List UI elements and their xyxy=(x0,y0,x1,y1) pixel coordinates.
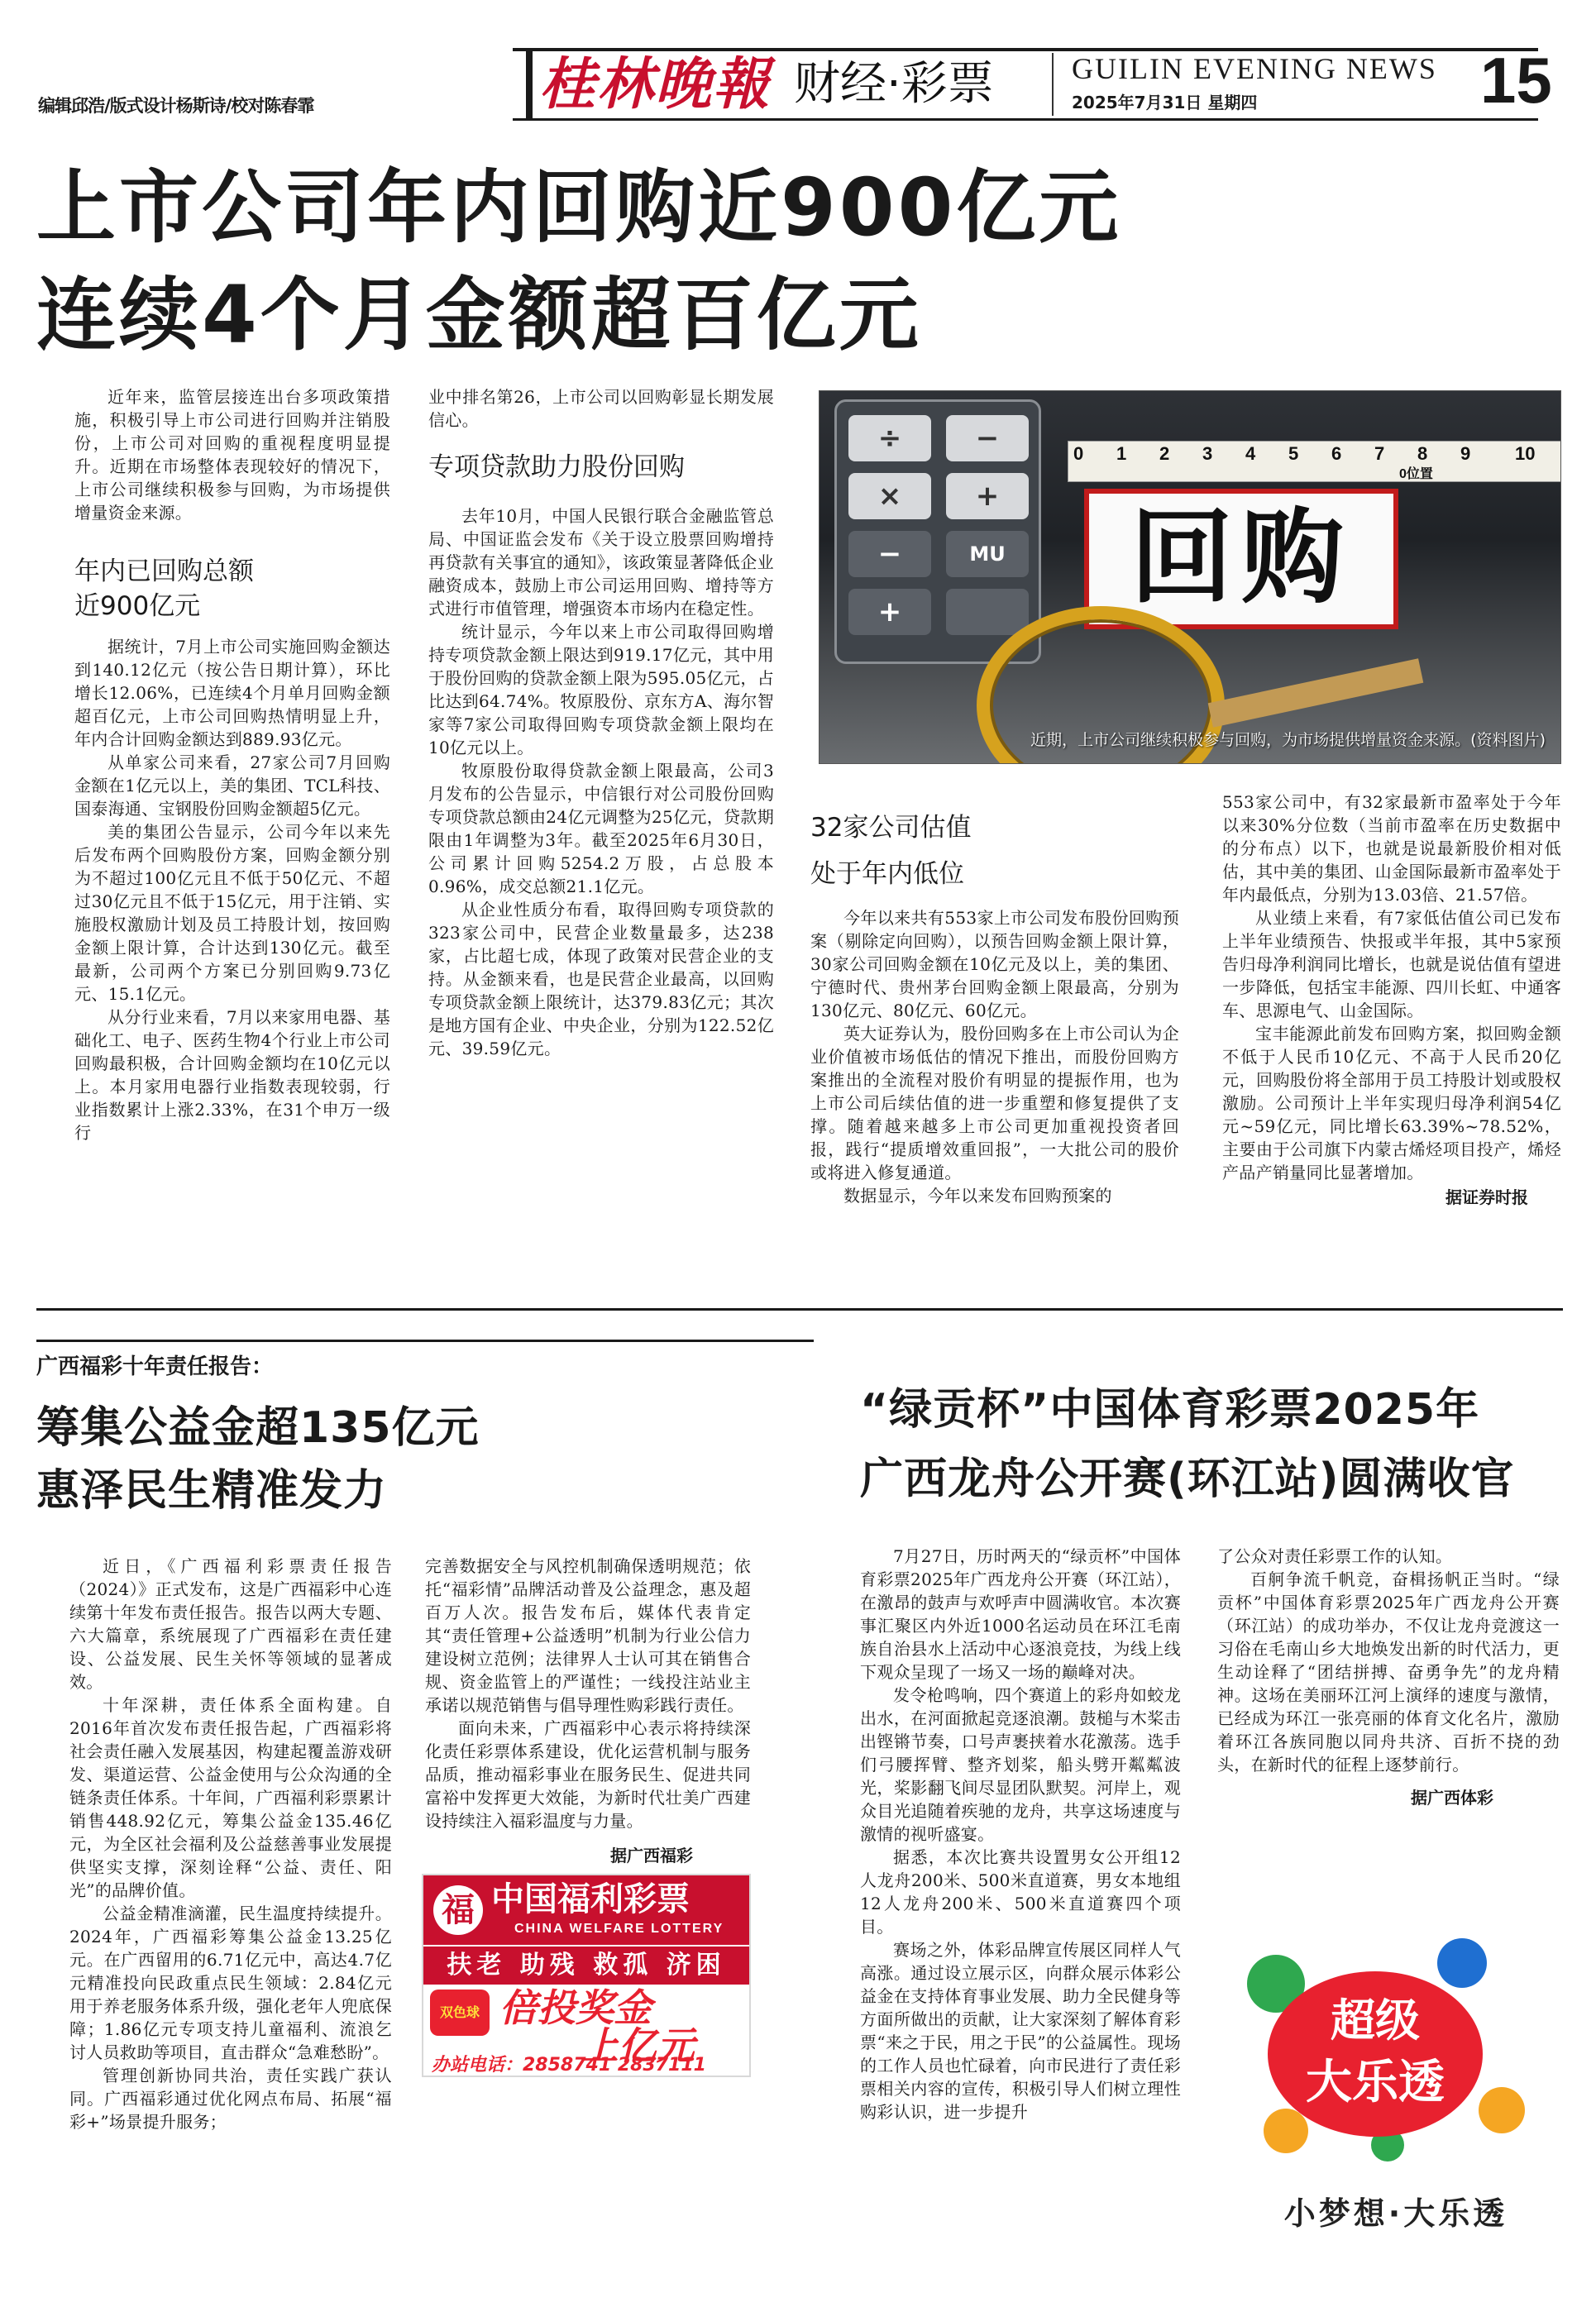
sport-column-1 xyxy=(860,1545,1181,2123)
welfare-source: 据广西福彩 xyxy=(610,1846,693,1865)
welfare-headline-2: 惠泽民生精准发力 xyxy=(36,1466,388,1516)
masthead-bar xyxy=(526,48,533,121)
ruler-tick: 7 xyxy=(1374,443,1385,464)
lead-col3-p1: 今年以来共有553家上市公司发布股份回购预案（剔除定向回购），以预告回购金额上限计算，30家公司回购金额在10亿元及以上，美的集团、宁德时代、贵州茅台回购金额上限最高，分别为130亿元、80亿元、60亿元。 xyxy=(810,908,1179,1020)
page-number: 15 xyxy=(1480,44,1552,117)
lotto-badge xyxy=(1268,1971,1483,2137)
welfare-col1-p4: 管理创新协同共治，责任实践广获认同。广西福彩通过优化网点布局、拓展“福彩+”场景提升服务； xyxy=(69,2066,392,2132)
lotto-line-1: 超级 xyxy=(1331,1994,1420,2047)
ad-bonus-1: 倍投奖金 xyxy=(499,1985,652,2030)
ruler-tick: 2 xyxy=(1159,443,1170,464)
ruler-tick: 5 xyxy=(1288,443,1299,464)
calc-key: × xyxy=(848,473,931,519)
sport-col1-p4: 赛场之外，体彩品牌宣传展区同样人气高涨。通过设立展示区，向群众展示体彩公益金在支持体育事业发展、助力全民健身等方面所做出的贡献，让大家深刻了解体育彩票“来之于民，用之于民”的公益属性。现场的工作人员也忙碌着，向市民进行了责任彩票相关内容的宣传，积极引导人们树立理性购彩认识，进一步提升 xyxy=(860,1940,1181,2122)
calc-key: − xyxy=(946,415,1029,461)
lead-intro: 近年来，监管层接连出台多项政策措施，积极引导上市公司进行回购并注销股份，上市公司对回购的重视程度明显提升。近期在市场整体表现较好的情况下，上市公司继续积极参与回购，为市场提供增量资金来源。 xyxy=(74,387,390,523)
lead-column-1 xyxy=(74,385,390,1144)
lead-column-3 xyxy=(810,810,1179,1207)
welfare-col1-p1: 近日，《广西福利彩票责任报告（2024）》正式发布，这是广西福彩中心连续第十年发布责任报告。报告以两大专题、六大篇章，系统展现了广西福彩在责任建设、公益发展、民生关怀等领域的显著成效。 xyxy=(69,1556,392,1692)
lotto-tagline: 小梦想·大乐透 xyxy=(1283,2195,1508,2232)
photo-caption: 近期，上市公司继续积极参与回购，为市场提供增量资金来源。(资料图片) xyxy=(1030,731,1546,749)
lead-headline-1: 上市公司年内回购近900亿元 xyxy=(36,161,1122,254)
ruler-tick: 10 xyxy=(1515,443,1536,464)
calc-key: MU xyxy=(946,531,1029,577)
ruler-tick: 8 xyxy=(1417,443,1428,464)
lead-col1-p4: 从分行业来看，7月以来家用电器、基础化工、电子、医药生物4个行业上市公司回购最积极，合计回购金额均在10亿元以上。本月家用电器行业指数表现较弱，行业指数累计上涨2.33%，在31个申万一级行 xyxy=(74,1007,390,1143)
buyback-photo xyxy=(819,390,1561,764)
lead-col2-p0: 业中排名第26，上市公司以回购彰显长期发展信心。 xyxy=(428,387,774,430)
calc-key xyxy=(946,589,1029,635)
deco-dot xyxy=(1264,2109,1308,2153)
lead-col3-p3: 数据显示，今年以来发布回购预案的 xyxy=(843,1186,1112,1206)
lead-col1-p3: 美的集团公告显示，公司今年以来先后发布两个回购股份方案，回购金额分别为不超过100亿元且不低于50亿元、不超过30亿元且不低于15亿元，用于注销、实施股权激励计划及员工持股计划，按回购金额上限计算，合计达到130亿元。截至最新，公司两个方案已分别回购9.73亿元、15.1亿元。 xyxy=(74,822,390,1004)
lotto-line-2: 大乐透 xyxy=(1306,2056,1445,2109)
lead-subhead-1b: 近900亿元 xyxy=(74,591,201,621)
lead-col2-p4: 从企业性质分布看，取得回购专项贷款的323家公司中，民营企业数量最多，达238家，占比超七成，体现了政策对民营企业的支持。从金额来看，也是民营企业最高，以回购专项贷款金额上限统计，达379.83亿元；其次是地方国有企业、中央企业，分别为122.52亿元、39.59亿元。 xyxy=(428,900,774,1058)
lead-col4-p2: 从业绩上来看，有7家低估值公司已发布上半年业绩预告、快报或半年报，其中5家预告归母净利润同比增长，也就是说估值有望进一步降低，包括宝丰能源、四川长虹、中通客车、思源电气、山金国际。 xyxy=(1222,908,1561,1020)
newspaper-logo: 桂林晚報 xyxy=(539,51,772,117)
ruler-tick: 0 xyxy=(1073,443,1084,464)
lead-col1-p2: 从单家公司来看，27家公司7月回购金额在1亿元以上，美的集团、TCL科技、国泰海通、宝钢股份回购金额超5亿元。 xyxy=(74,752,390,819)
lead-col4-p1: 553家公司中，有32家最新市盈率处于今年以来30%分位数（当前市盈率在历史数据中的分布点）以下，也就是说最新股价相对低估，其中美的集团、山金国际最新市盈率处于年内最低点，分别为13.03倍、21.57倍。 xyxy=(1222,792,1561,905)
section-divider xyxy=(36,1308,1563,1311)
issue-date: 2025年7月31日 星期四 xyxy=(1072,93,1258,112)
sport-source: 据广西体彩 xyxy=(1411,1788,1493,1808)
english-name: GUILIN EVENING NEWS xyxy=(1072,52,1437,85)
lead-subhead-3a: 32家公司估值 xyxy=(810,813,972,843)
magnifier-handle xyxy=(1208,658,1424,727)
sport-col2-p1: 了公众对责任彩票工作的认知。 xyxy=(1217,1546,1453,1566)
calc-key: − xyxy=(848,531,931,577)
sport-headline-1: “绿贡杯”中国体育彩票2025年 xyxy=(860,1385,1480,1435)
ad-brand-en: CHINA WELFARE LOTTERY xyxy=(514,1922,724,1936)
lead-column-4 xyxy=(1222,791,1561,1208)
ruler-image xyxy=(1068,441,1561,482)
sport-headline-2: 广西龙舟公开赛(环江站)圆满收官 xyxy=(860,1455,1515,1504)
lead-source: 据证券时报 xyxy=(1445,1187,1528,1207)
lead-col1-p1: 据统计，7月上市公司实施回购金额达到140.12亿元（按公告日期计算），环比增长12.06%，已连续4个月单月回购金额超百亿元，上市公司回购热情明显上升，年内合计回购金额达到889.93亿元。 xyxy=(74,637,390,749)
lead-col2-p1: 去年10月，中国人民银行联合金融监管总局、中国证监会发布《关于设立股票回购增持再贷款有关事宜的通知》，该政策显著降低企业融资成本，鼓励上市公司运用回购、增持等方式进行市值管理，增强资本市场内在稳定性。 xyxy=(428,506,774,619)
welfare-col1-p3: 公益金精准滴灌，民生温度持续提升。2024年，广西福彩筹集公益金13.25亿元。在广西留用的6.71亿元中，高达4.7亿元精准投向民政重点民生领域：2.84亿元用于养老服务体系升级，强化老年人兜底保障；1.86亿元专项支持儿童福利、流浪乞讨人员救助等项目，直击群众“急难愁盼”。 xyxy=(69,1904,392,2062)
ruler-tick: 1 xyxy=(1116,443,1127,464)
lead-col4-p3: 宝丰能源此前发布回购方案，拟回购金额不低于人民币10亿元、不高于人民币20亿元，回购股份将全部用于员工持股计划或股权激励。公司预计上半年实现归母净利润54亿元~59亿元，同比增长63.39%~78.52%，主要由于公司旗下内蒙古烯烃项目投产，烯烃产品产销量同比显著增加。 xyxy=(1222,1024,1561,1182)
sport-column-2 xyxy=(1217,1545,1560,1808)
sport-col1-p1: 7月27日，历时两天的“绿贡杯”中国体育彩票2025年广西龙舟公开赛（环江站），在激昂的鼓声与欢呼声中圆满收官。本次赛事汇聚区内外近1000名运动员在环江毛南族自治县水上活动中心逐浪竞技，为线上线下观众呈现了一场又一场的巅峰对决。 xyxy=(860,1546,1181,1682)
buyback-sign: 回购 xyxy=(1084,489,1398,629)
ruler-tick: 3 xyxy=(1202,443,1213,464)
welfare-kicker: 广西福彩十年责任报告： xyxy=(36,1354,274,1379)
ad-phone: 办站电话：2858741 2837111 xyxy=(432,2055,706,2076)
calc-key: + xyxy=(848,589,931,635)
welfare-rule xyxy=(36,1340,814,1342)
masthead-bottom-rule xyxy=(513,118,1538,121)
lead-col2-p3: 牧原股份取得贷款金额上限最高，公司3月发布的公告显示，中信银行对公司股份回购专项贷款总额由24亿元调整为25亿元，贷款期限由1年调整为3年。截至2025年6月30日，公司累计回购5254.2万股，占总股本0.96%，成交总额21.1亿元。 xyxy=(428,761,774,896)
welfare-column-2 xyxy=(425,1555,751,1866)
ad-badge: 双色球 xyxy=(430,1990,490,2036)
lead-column-2 xyxy=(428,385,774,1060)
ad-brand-cn: 中国福利彩票 xyxy=(491,1880,690,1918)
calc-key: + xyxy=(946,473,1029,519)
ruler-tick: 9 xyxy=(1460,443,1471,464)
sport-col1-p2: 发令枪鸣响，四个赛道上的彩舟如蛟龙出水，在河面掀起竞逐浪潮。鼓槌与木桨击出铿锵节奏，口号声裹挟着水花激荡。选手们弓腰挥臂、整齐划桨，船头劈开粼粼波光，桨影翻飞间尽显团队默契。河岸上，观众目光追随着疾驰的龙舟，共享这场速度与激情的视听盛宴。 xyxy=(860,1685,1181,1844)
deco-dot xyxy=(1479,2087,1525,2133)
welfare-column-1 xyxy=(69,1555,392,2133)
welfare-col2-p2: 面向未来，广西福彩中心表示将持续深化责任彩票体系建设，优化运营机制与服务品质，推动福彩事业在服务民生、促进共同富裕中发挥更大效能，为新时代壮美广西建设持续注入福彩温度与力量。 xyxy=(425,1718,751,1831)
sport-col2-p2: 百舸争流千帆竞，奋楫扬帆正当时。“绿贡杯”中国体育彩票2025年广西龙舟公开赛（环江站）的成功举办，不仅让龙舟竞渡这一习俗在毛南山乡大地焕发出新的时代活力，更生动诠释了“团结拼搏、奋勇争先”的龙舟精神。这场在美丽环江河上演绎的速度与激情，已经成为环江一张亮丽的体育文化名片，激励着环江各族同胞以同舟共济、百折不挠的劲头，在新时代的征程上逐梦前行。 xyxy=(1217,1569,1560,1775)
welfare-col2-p1: 完善数据安全与风控机制确保透明规范；依托“福彩情”品牌活动普及公益理念，惠及超百万人次。报告发布后，媒体代表肯定其“责任管理+公益透明”机制为行业公信力建设树立范例；法律界人士认可其在销售合规、资金监管上的严谨性；一线投注站业主承诺以规范销售与倡导理性购彩践行责任。 xyxy=(425,1556,751,1715)
ruler-tick: 4 xyxy=(1245,443,1256,464)
ad-slogan: 扶老 助残 救孤 济困 xyxy=(423,1945,749,1985)
lead-headline-2: 连续4个月金额超百亿元 xyxy=(36,269,922,361)
ruler-tick: 6 xyxy=(1331,443,1342,464)
calculator-image xyxy=(834,399,1041,664)
lead-col2-p2: 统计显示，今年以来上市公司取得回购增持专项贷款金额上限达到919.17亿元，其中用于股份回购的贷款金额上限为595.05亿元，占比达到64.74%。牧原股份、京东方A、海尔智家等7家公司取得回购专项贷款金额上限均在10亿元以上。 xyxy=(428,622,774,757)
lead-subhead-3b: 处于年内低位 xyxy=(810,859,964,889)
lead-subhead-2: 专项贷款助力股份回购 xyxy=(428,452,685,482)
sport-col1-p3: 据悉，本次比赛共设置男女公开组12人龙舟200米、500米直道赛，男女本地组12人龙舟200米、500米直道赛四个项目。 xyxy=(860,1847,1181,1937)
lead-col3-p2: 英大证券认为，股份回购多在上市公司认为企业价值被市场低估的情况下推出，而股份回购方案推出的全流程对股价有明显的提振作用，也为上市公司后续估值的进一步重塑和修复提供了支撑。随着越来越多上市公司更加重视投资者回报，践行“提质增效重回报”，一大批公司的股价或将进入修复通道。 xyxy=(810,1024,1179,1182)
calc-key: ÷ xyxy=(848,415,931,461)
masthead-divider xyxy=(1052,53,1054,116)
lead-subhead-1a: 年内已回购总额 xyxy=(74,557,254,586)
welfare-col1-p2: 十年深耕，责任体系全面构建。自2016年首次发布责任报告起，广西福彩将社会责任融入发展基因，构建起覆盖游戏研发、渠道运营、公益金使用与公众沟通的全链条责任体系。十年间，广西福利彩票累计销售448.92亿元，筹集公益金135.46亿元，为全区社会福利及公益慈善事业发展提供坚实支撑，深刻诠释“公益、责任、阳光”的品牌价值。 xyxy=(69,1695,392,1900)
section-title: 财经·彩票 xyxy=(794,57,994,111)
lotto-ad xyxy=(1230,1922,1545,2236)
editor-credits: 编辑邱浩/版式设计杨斯诗/校对陈春霏 xyxy=(38,96,314,116)
ruler-label: 0位置 xyxy=(1399,467,1433,481)
deco-dot xyxy=(1437,1938,1487,1988)
welfare-logo-icon: 福 xyxy=(433,1885,483,1935)
welfare-lottery-ad xyxy=(422,1874,751,2077)
ad-bonus-2: 上亿元 xyxy=(581,2023,695,2068)
welfare-headline-1: 筹集公益金超135亿元 xyxy=(36,1403,480,1453)
